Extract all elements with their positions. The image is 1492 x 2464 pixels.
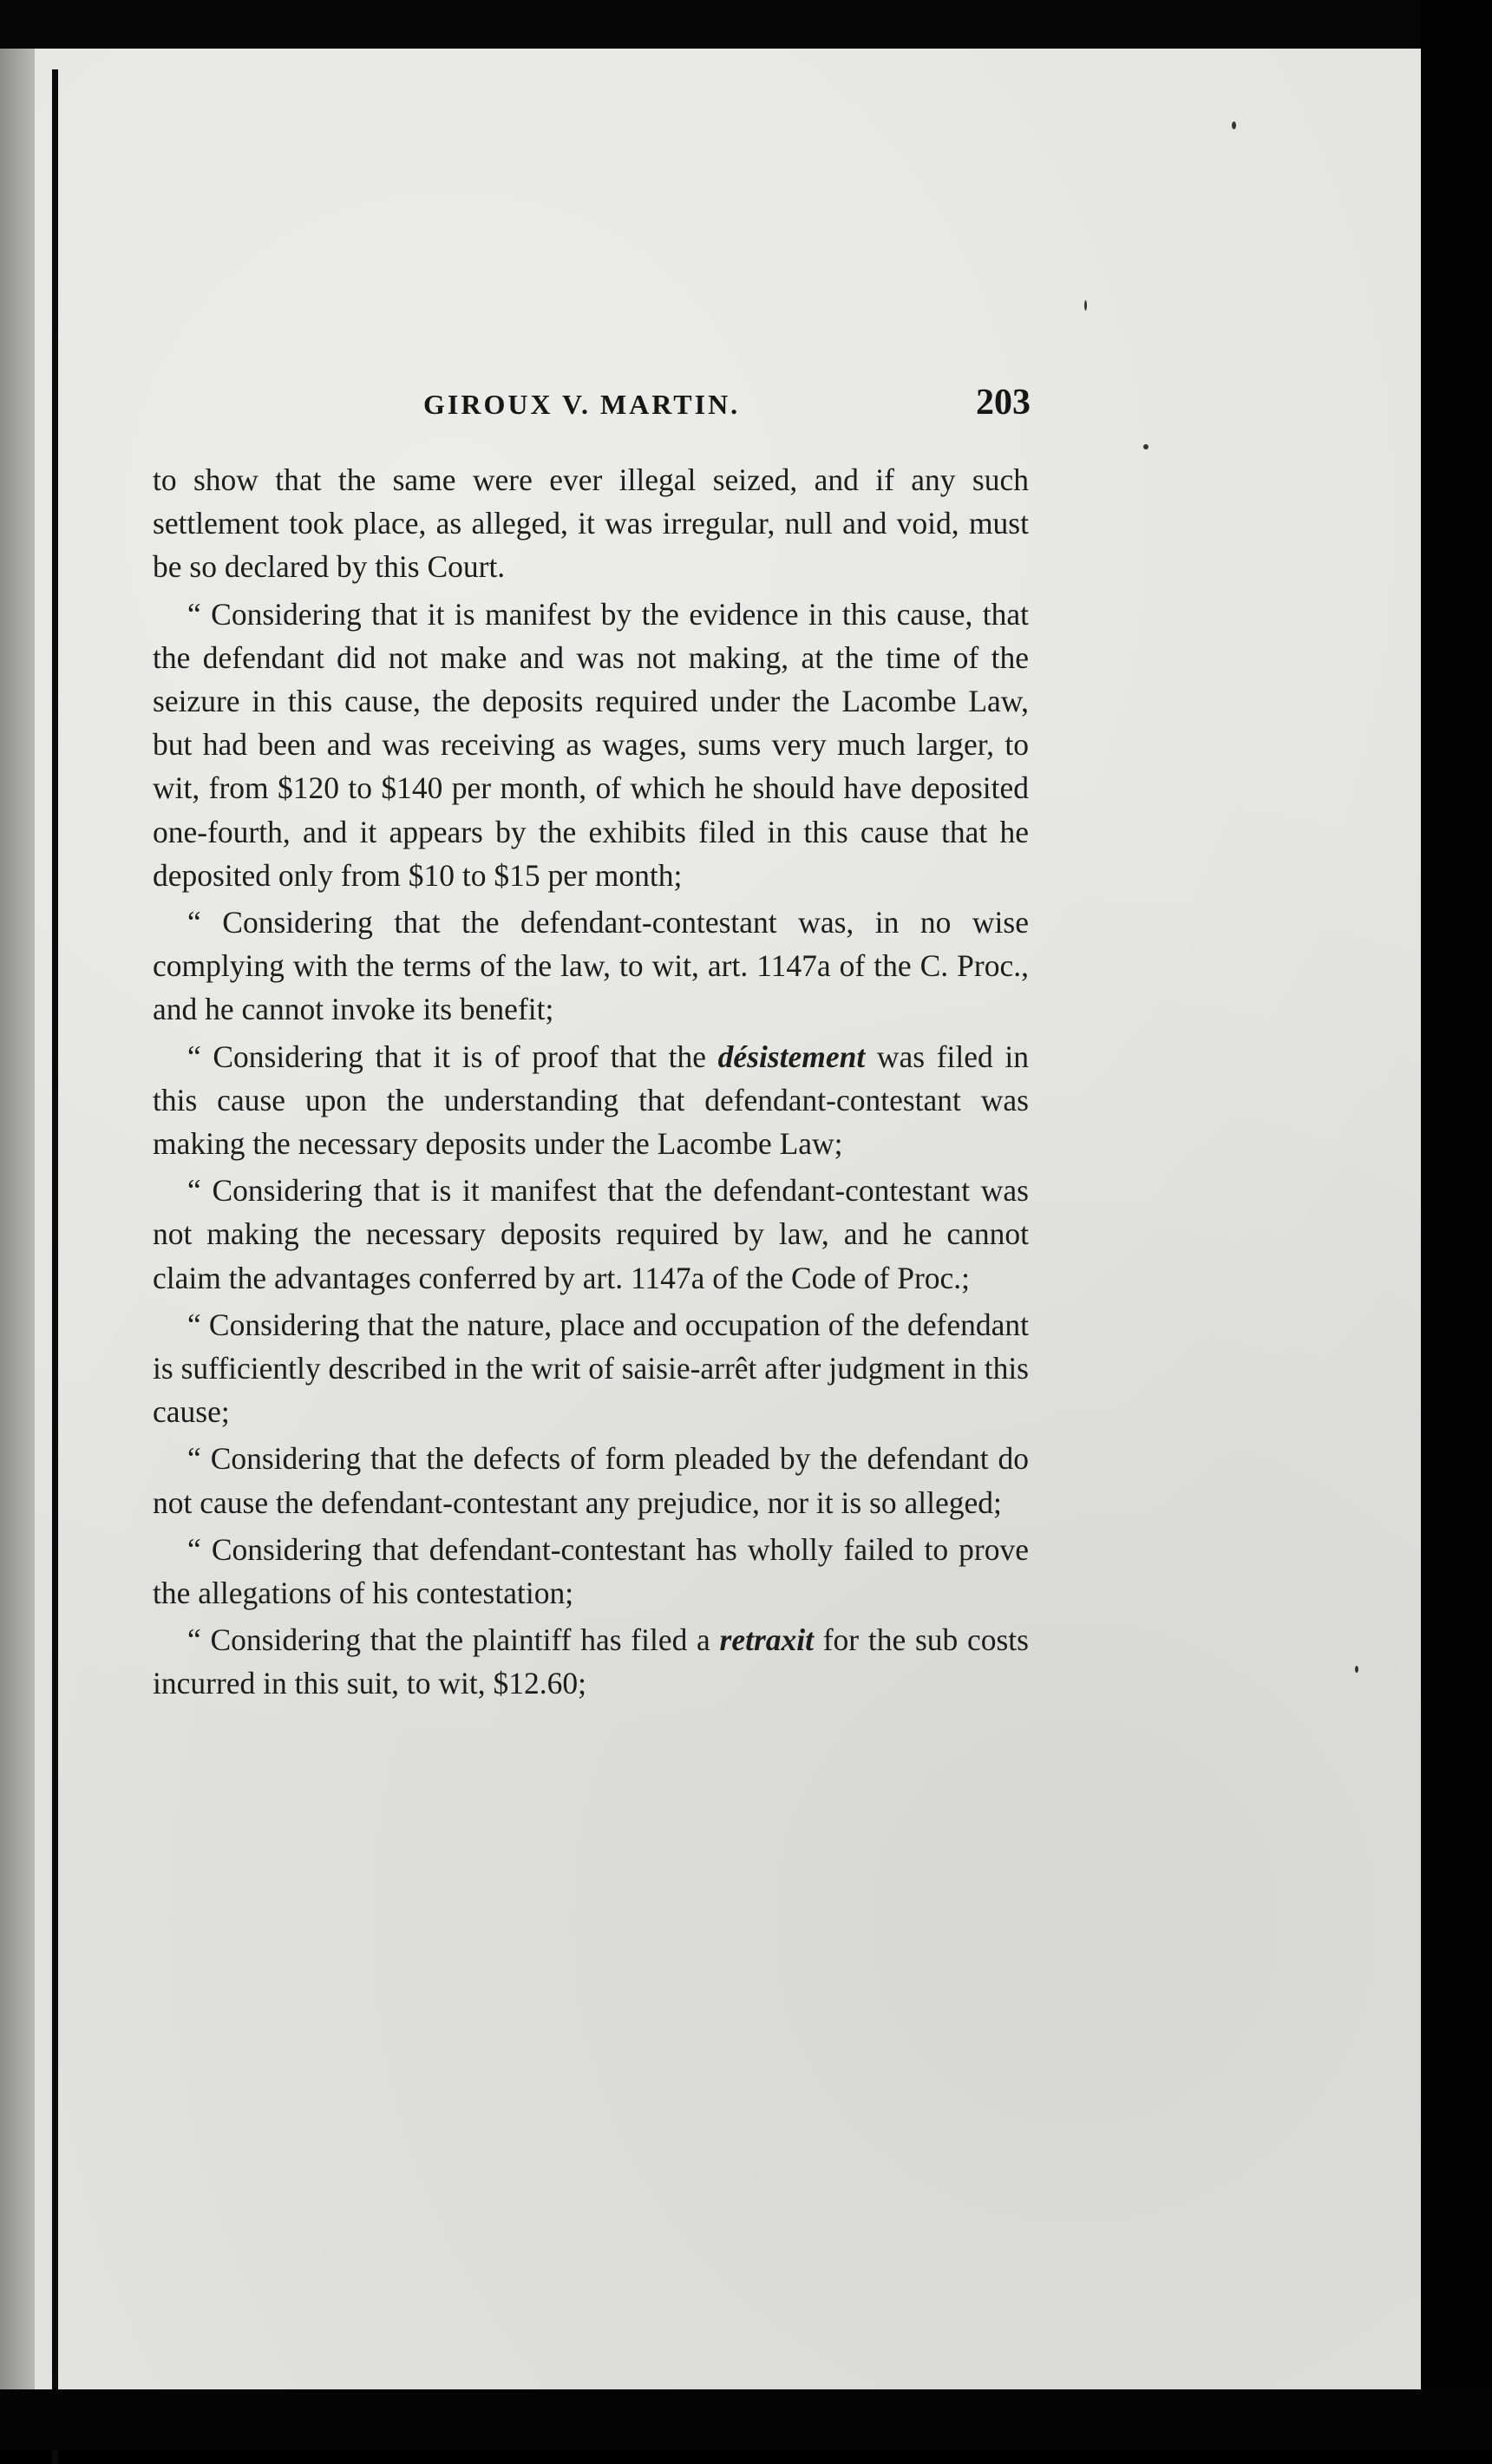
paragraph-text: “ Considering that the nature, place and occupation of the defendant is sufficiently described in the writ of saisie-arrêt after judgment in this cause; [153,1307,1029,1430]
running-head [154,382,1031,434]
paragraph [153,593,1029,897]
paragraph-text: “ Considering that it is of proof that the [187,1039,718,1074]
paragraph [153,1035,1029,1166]
paragraph [153,1303,1029,1434]
scan-border-right [1421,0,1492,2450]
paragraph-text: “ Considering that the defendant-contestant was, in no wise complying with the terms of the law, to wit, art. 1147a of the C. Proc., and he cannot invoke its benefit; [153,905,1029,1027]
binding-gutter-line [52,69,58,2464]
paragraph-text: “ Considering that the defects of form pleaded by the defendant do not cause the defendant-contestant any prejudice, nor it is so alleged; [153,1441,1029,1520]
italic-term: désistement [717,1039,866,1074]
paragraph-text: “ Considering that it is manifest by the evidence in this cause, that the defendant did not make and was not making, at the time of the seizure in this cause, the deposits required under the Lacombe Law, but had been and was receiving as wages, sums very much larger, to wit, from $120 to $140 per month, of which he should have deposited one-fourth, and it appears by the exhibits filed in this cause that he deposited only from $10 to $15 per month; [153,596,1029,893]
scan-border-bottom [0,2389,1492,2450]
paragraph-text: to show that the same were ever illegal seized, and if any such settlement took place, as alleged, it was irregular, null and void, must be so declared by this Court. [153,462,1029,585]
paragraph-text: was filed in this cause upon the understanding that defendant-contestant was making the necessary deposits under the Lacombe Law; [153,1039,1029,1162]
paper-speck [1143,444,1148,449]
page-number: 203 [976,383,1031,423]
paragraph [153,458,1029,589]
scan-border-top [0,0,1492,54]
paragraph-text: “ Considering that the plaintiff has filed a [187,1622,720,1658]
body-text [153,458,1029,1709]
paragraph [153,901,1029,1032]
paper-speck [1232,121,1236,129]
paragraph [153,1528,1029,1615]
paper-speck [1084,300,1087,311]
paragraph [153,1618,1029,1705]
paragraph [153,1437,1029,1524]
paragraph-text: “ Considering that defendant-contestant has wholly failed to prove the allegations of his contestation; [153,1531,1029,1611]
italic-term: retraxit [719,1622,815,1658]
paragraph [153,1169,1029,1300]
paragraph-text: “ Considering that is it manifest that the defendant-contestant was not making the necessary deposits required by law, and he cannot claim the advantages conferred by art. 1147a of the Code of Proc.; [153,1173,1029,1295]
paragraph-text: for the sub costs incurred in this suit, to wit, $12.60; [153,1622,1029,1701]
paper-speck [1355,1666,1358,1673]
running-title: GIROUX V. MARTIN. [423,389,741,420]
